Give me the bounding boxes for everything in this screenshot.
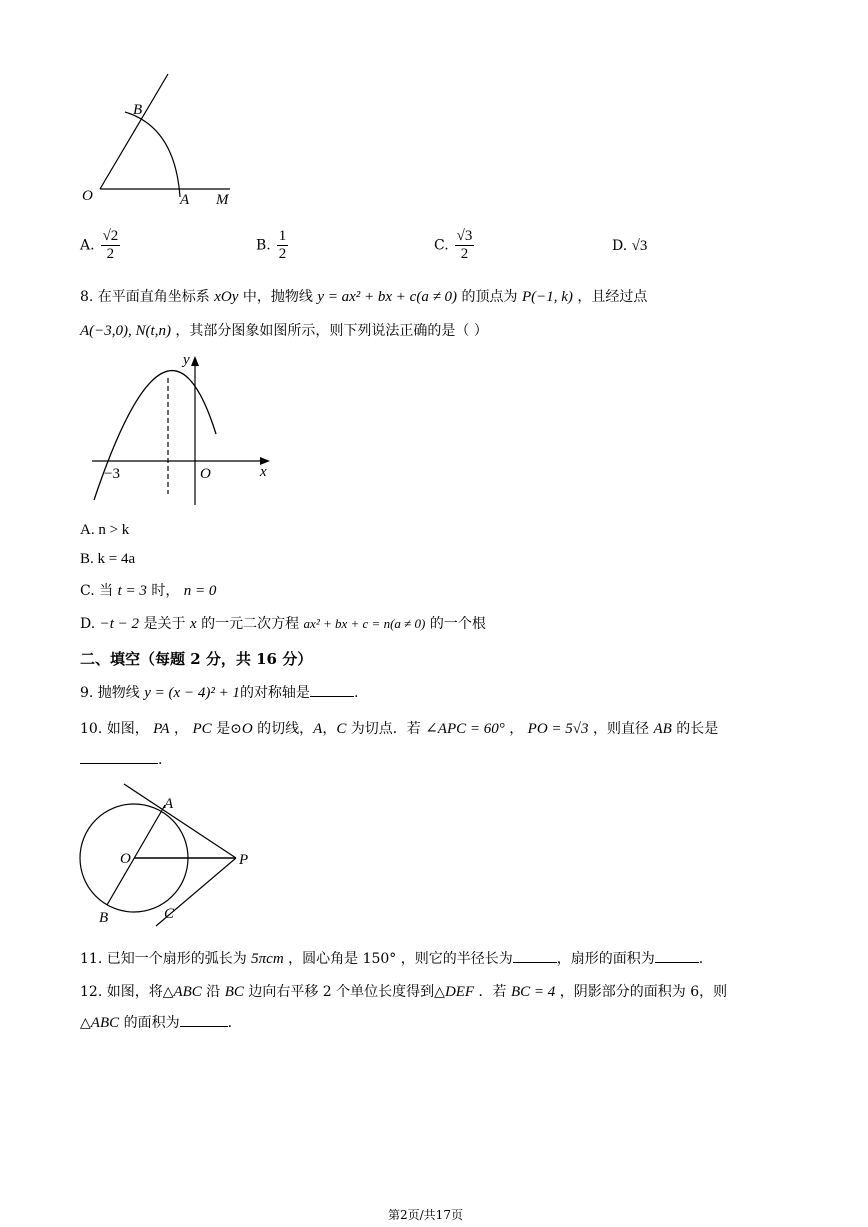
text: 边向右平移 2 个单位长度得到△ (243, 984, 445, 1000)
text: 沿 (201, 984, 225, 1000)
q8-option-c (80, 580, 216, 600)
text: ， (322, 721, 337, 737)
text: . (698, 951, 704, 967)
q8-option-b (80, 551, 135, 568)
text: 是⊙ (211, 721, 242, 737)
q11 (80, 948, 703, 968)
q8-line1 (80, 286, 647, 306)
math: PO = 5√3 (527, 721, 589, 737)
text: ，其部分图象如图所示，则下列说法正确的是（ ） (170, 323, 488, 339)
math: C (336, 721, 347, 737)
text: 12. 如图，将△ (80, 984, 174, 1000)
math: ABC (173, 984, 202, 1000)
label-o: O (200, 466, 211, 482)
label-c: C (164, 906, 175, 922)
math: AB (653, 721, 672, 737)
q9 (80, 682, 358, 702)
q10-line1 (80, 718, 718, 738)
q7-figure (80, 72, 250, 212)
q7-option-d (612, 238, 647, 255)
math: x (189, 616, 197, 632)
fraction (277, 228, 289, 263)
denominator: 2 (460, 246, 469, 262)
label-b: B (133, 102, 143, 118)
q7-option-c (434, 228, 474, 263)
math: ∠APC = 60° (425, 721, 505, 737)
q7-option-a (80, 228, 120, 263)
math: P(−1, k) (521, 289, 573, 305)
text: ，阴影部分的面积为 6，则 (555, 984, 728, 1000)
text: ，且经过点 (572, 289, 648, 305)
q10-line2 (80, 752, 162, 768)
answer-blank-radius[interactable] (513, 962, 557, 963)
option-letter: C. (434, 237, 449, 254)
q12-line1 (80, 981, 727, 1001)
label-o: O (82, 188, 93, 204)
math: DEF (444, 984, 475, 1000)
text: ， (169, 721, 193, 737)
text: . (227, 1015, 233, 1031)
math: y = (x − 4)² + 1 (144, 685, 240, 701)
q8-option-d (80, 613, 486, 633)
text: ．若 (474, 984, 512, 1000)
text: 8. 在平面直角坐标系 (80, 289, 215, 305)
option-value: √3 (631, 238, 648, 254)
math: ax² + bx + c = n(a ≠ 0) (303, 616, 426, 631)
text: 的切线， (252, 721, 314, 737)
option-letter: A. (80, 237, 95, 254)
math: BC (224, 984, 244, 1000)
text: 的面积为 (119, 1015, 180, 1031)
text: D. (80, 616, 100, 632)
math: BC = 4 (511, 984, 556, 1000)
q12-line2 (80, 1012, 232, 1032)
math: PC (192, 721, 212, 737)
label-x: x (260, 464, 267, 480)
label-b: B (99, 910, 109, 926)
text: ， (504, 721, 528, 737)
label-o: O (120, 851, 131, 867)
math: 5πcm (251, 951, 284, 967)
denominator: 2 (278, 246, 287, 262)
math: t = 3 (117, 583, 147, 599)
text: ，圆心角是 150° ，则它的半径长为 (283, 951, 513, 967)
text: ，扇形的面积为 (556, 951, 655, 967)
label-y: y (183, 352, 190, 368)
label-minus3: −3 (104, 466, 120, 482)
text: 的顶点为 (457, 289, 522, 305)
label-a: A (180, 192, 190, 208)
y-axis-arrow (191, 356, 199, 366)
text: 的长是 (671, 721, 719, 737)
text: 的对称轴是 (239, 685, 310, 701)
text: 中，抛物线 (238, 289, 318, 305)
text: 时， (146, 583, 184, 599)
label-m: M (216, 192, 229, 208)
denominator: 2 (106, 246, 115, 262)
numerator: √3 (456, 228, 473, 244)
arc-ab (125, 112, 180, 197)
math: ABC (90, 1015, 120, 1031)
answer-blank[interactable] (80, 763, 158, 764)
option-letter: B. (256, 237, 271, 254)
math: A (313, 721, 323, 737)
option-text: B. k = 4a (80, 551, 136, 567)
text: 11. 已知一个扇形的弧长为 (80, 951, 252, 967)
answer-blank-area[interactable] (655, 962, 699, 963)
math: n = 0 (183, 583, 217, 599)
q10-figure (76, 780, 266, 930)
label-p: P (239, 852, 249, 868)
q8-option-a (80, 522, 129, 539)
option-letter: D. (612, 238, 628, 254)
diameter-ab (107, 805, 165, 905)
math: y = ax² + bx + c(a ≠ 0) (317, 289, 458, 305)
option-text: A. n > k (80, 522, 130, 538)
q8-line2 (80, 320, 488, 340)
label-a: A (164, 796, 174, 812)
numerator: √2 (102, 228, 119, 244)
text: . (158, 752, 163, 768)
numerator: 1 (278, 228, 287, 244)
math: A(−3,0), N(t,n) (80, 323, 171, 339)
text: 10. 如图， (80, 721, 154, 737)
ray-ob (100, 74, 168, 189)
math: xOy (214, 289, 239, 305)
page-footer: 第2页/共17页 (388, 1208, 463, 1222)
fraction (455, 228, 475, 263)
math: −t − 2 (99, 616, 140, 632)
text: 是关于 (139, 616, 190, 632)
math: PA (153, 721, 170, 737)
answer-blank[interactable] (180, 1026, 228, 1027)
math: O (241, 721, 253, 737)
q8-figure (88, 350, 278, 510)
q7-option-b (256, 228, 288, 263)
text: △ (80, 1015, 91, 1031)
text: 的一元二次方程 (196, 616, 304, 632)
fraction (101, 228, 121, 263)
text: 9. 抛物线 (80, 685, 145, 701)
text: 为切点．若 (346, 721, 426, 737)
text: 的一个根 (425, 616, 486, 632)
section-heading: 二、填空（每题 2 分，共 16 分） (80, 650, 313, 668)
text: C. 当 (80, 583, 118, 599)
text: . (353, 685, 359, 701)
answer-blank[interactable] (310, 696, 354, 697)
text: ，则直径 (588, 721, 654, 737)
